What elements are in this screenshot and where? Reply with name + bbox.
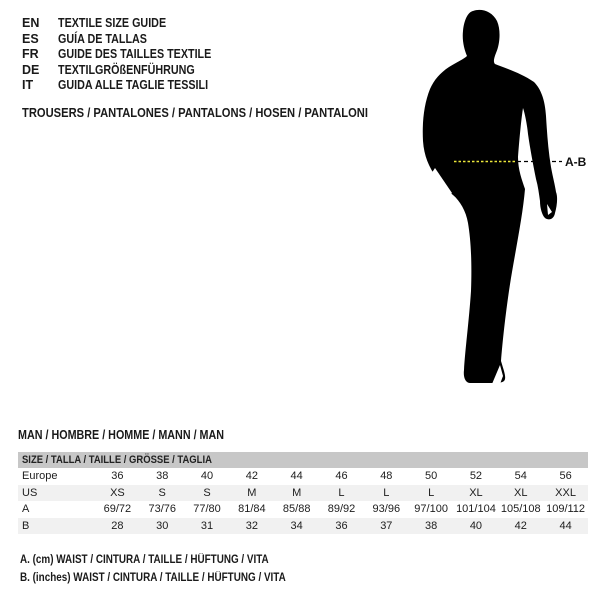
table-row-b-inches xyxy=(18,518,588,535)
size-cell: 30 xyxy=(156,519,169,532)
size-table xyxy=(18,452,588,534)
size-cell: 54 xyxy=(514,470,527,482)
size-cell: 38 xyxy=(425,519,438,532)
size-cell: L xyxy=(383,486,390,499)
size-cell: XL xyxy=(469,486,483,499)
language-code: EN xyxy=(22,16,40,30)
size-cell: 40 xyxy=(200,470,214,482)
size-cell: 97/100 xyxy=(414,503,448,515)
size-cell: XS xyxy=(110,486,125,499)
size-cell: 34 xyxy=(290,519,303,532)
size-cell: 77/80 xyxy=(193,503,221,515)
size-cell: 105/108 xyxy=(500,503,541,515)
row-label: B xyxy=(22,519,30,532)
language-label: GUIDA ALLE TAGLIE TESSILI xyxy=(58,78,209,93)
footnotes xyxy=(20,552,329,587)
row-label: Europe xyxy=(22,470,58,482)
language-code: IT xyxy=(22,78,34,93)
language-code: DE xyxy=(22,62,40,77)
language-label: GUÍA DE TALLAS xyxy=(58,31,147,46)
size-cell: 46 xyxy=(335,470,348,482)
size-cell: L xyxy=(428,486,435,499)
size-cell: XL xyxy=(514,486,528,499)
size-cell: 56 xyxy=(559,470,572,482)
size-cell: 42 xyxy=(245,470,258,482)
language-row-it xyxy=(22,78,236,94)
size-cell: 44 xyxy=(559,519,572,532)
size-cell: 73/76 xyxy=(148,503,176,515)
table-row-us xyxy=(18,485,588,502)
size-cell: M xyxy=(247,486,257,499)
gender-title-text: MAN / HOMBRE / HOMME / MANN / MAN xyxy=(18,428,225,442)
size-cell: 69/72 xyxy=(103,503,132,515)
language-row-en xyxy=(22,16,236,32)
size-cell: 36 xyxy=(335,519,348,532)
size-cell: XXL xyxy=(555,486,576,499)
man-silhouette-figure xyxy=(390,0,600,400)
size-cell: 81/84 xyxy=(238,503,266,515)
language-list xyxy=(22,16,236,94)
size-cell: 52 xyxy=(469,470,483,482)
size-cell: L xyxy=(338,486,345,499)
language-label: TEXTILGRÖßENFÜHRUNG xyxy=(58,62,195,77)
category-title-text: TROUSERS / PANTALONES / PANTALONS / HOSEN / PANTALONI xyxy=(22,105,368,120)
language-row-fr xyxy=(22,47,236,63)
size-cell: 40 xyxy=(469,519,483,532)
size-cell: 28 xyxy=(111,519,124,532)
size-cell: 101/104 xyxy=(456,503,496,515)
size-cell: 48 xyxy=(380,470,393,482)
size-cell: S xyxy=(158,486,166,499)
language-label: TEXTILE SIZE GUIDE xyxy=(58,16,167,30)
size-cell: 42 xyxy=(514,519,527,532)
language-row-de xyxy=(22,63,236,79)
row-label: US xyxy=(22,486,38,499)
footnote-b xyxy=(20,570,329,588)
size-cell: 38 xyxy=(156,470,169,482)
footnote-a-text: A. (cm) WAIST / CINTURA / TAILLE / HÜFTUNG / VITA xyxy=(20,554,269,566)
size-cell: 109/112 xyxy=(546,503,586,515)
size-table-header-text: SIZE / TALLA / TAILLE / GRÖSSE / TAGLIA xyxy=(22,454,212,466)
category-title xyxy=(22,105,424,121)
size-cell: S xyxy=(203,486,211,499)
language-row-es xyxy=(22,32,236,48)
size-cell: M xyxy=(292,486,302,499)
language-code: ES xyxy=(22,31,39,46)
footnote-a xyxy=(20,552,329,570)
size-cell: 32 xyxy=(245,519,258,532)
size-cell: 89/92 xyxy=(327,503,356,515)
language-code: FR xyxy=(22,47,39,62)
size-cell: 37 xyxy=(380,519,393,532)
table-row-a-cm xyxy=(18,501,588,518)
man-silhouette-shape xyxy=(423,10,557,383)
language-label: GUIDE DES TAILLES TEXTILE xyxy=(58,47,212,62)
size-cell: 36 xyxy=(111,470,124,482)
size-cell: 44 xyxy=(290,470,303,482)
footnote-b-text: B. (inches) WAIST / CINTURA / TAILLE / HÜFTUNG / VITA xyxy=(20,571,286,584)
size-cell: 31 xyxy=(200,519,214,532)
size-cell: 85/88 xyxy=(282,503,311,515)
size-table-header xyxy=(18,452,588,468)
gender-title xyxy=(18,427,258,443)
table-row-europe xyxy=(18,468,588,485)
size-cell: 93/96 xyxy=(372,503,401,515)
measure-label-ab: A-B xyxy=(565,155,587,169)
row-label: A xyxy=(22,503,30,515)
size-cell: 50 xyxy=(425,470,438,482)
